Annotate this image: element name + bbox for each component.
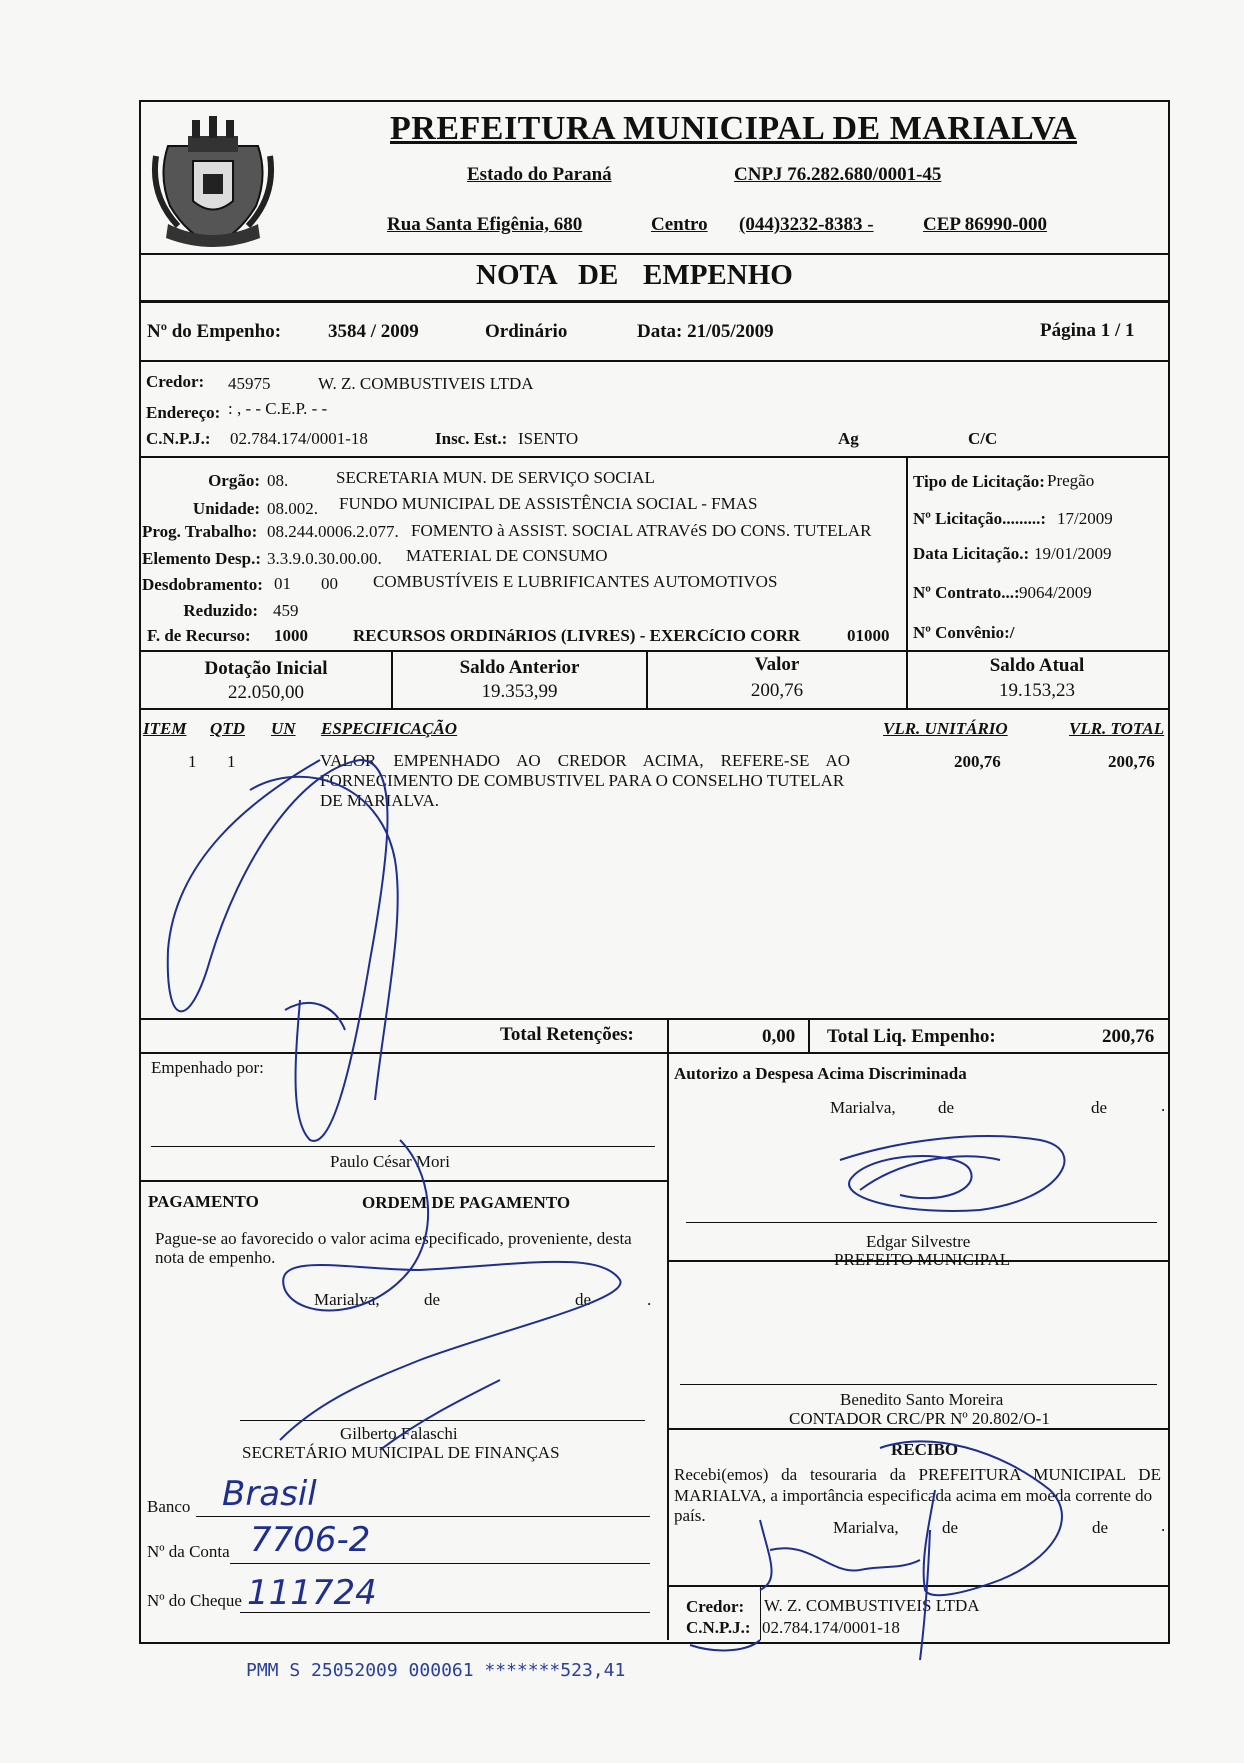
elemento-code: 3.3.9.0.30.00.00. (267, 549, 382, 568)
desdobramento-label: Desdobramento: (142, 575, 263, 594)
row-vlr-unitario: 200,76 (954, 752, 1001, 771)
credor-label: Credor: (146, 372, 205, 391)
pagamento-label: PAGAMENTO (148, 1192, 259, 1211)
reduzido-label: Reduzido: (183, 601, 258, 620)
col-header-vlr-unitario: VLR. UNITÁRIO (883, 719, 1008, 738)
signature-line (680, 1384, 1157, 1385)
insc-value: ISENTO (518, 429, 579, 448)
col-header-un: UN (271, 719, 296, 738)
empenhado-por-label: Empenhado por: (151, 1058, 264, 1077)
machine-stamp: PMM S 25052009 000061 *******523,41 (246, 1660, 626, 1681)
cheque-handwritten: 111724 (247, 1573, 377, 1613)
pagamento-text-2: nota de empenho. (155, 1248, 276, 1267)
divider (139, 360, 1168, 362)
data-licitacao-value: 19/01/2009 (1034, 544, 1112, 563)
row-spec-line-1: VALOR EMPENHADO AO CREDOR ACIMA, REFERE-SE AO (320, 751, 851, 770)
cc-label: C/C (968, 429, 998, 448)
endereco-label: Endereço: (146, 403, 221, 422)
prefeito-name: Edgar Silvestre (866, 1232, 971, 1251)
row-qtd: 1 (227, 752, 236, 771)
divider (667, 1018, 669, 1640)
prog-code: 08.244.0006.2.077. (267, 522, 399, 541)
elemento-label: Elemento Desp.: (142, 549, 261, 568)
insc-label: Insc. Est.: (435, 429, 508, 448)
recibo-text-3: país. (674, 1506, 706, 1525)
prog-desc: FOMENTO à ASSIST. SOCIAL ATRAVéS DO CONS. TUTELAR (411, 521, 872, 540)
divider (139, 1180, 667, 1182)
col-header-item: ITEM (143, 719, 187, 738)
dotacao-inicial-label: Dotação Inicial (204, 658, 328, 679)
convenio-label: Nº Convênio:/ (913, 623, 1015, 642)
orgao-label: Orgão: (208, 471, 260, 490)
contador-name: Benedito Santo Moreira (840, 1390, 1004, 1409)
empenho-number: 3584 / 2009 (328, 321, 419, 342)
ordem-pagamento-label: ORDEM DE PAGAMENTO (362, 1193, 571, 1212)
divider (667, 1585, 1168, 1587)
conta-label: Nº da Conta (147, 1542, 230, 1561)
divider (139, 1052, 1168, 1054)
tipo-licitacao-value: Pregão (1047, 471, 1095, 490)
orgao-desc: SECRETARIA MUN. DE SERVIÇO SOCIAL (336, 468, 655, 487)
desdobramento-code-2: 00 (321, 574, 338, 593)
contador-title: CONTADOR CRC/PR Nº 20.802/O-1 (789, 1409, 1050, 1428)
divider (760, 1585, 761, 1640)
cheque-label: Nº do Cheque (147, 1591, 242, 1610)
row-spec-line-3: DE MARIALVA. (320, 791, 440, 810)
banco-handwritten: Brasil (222, 1474, 317, 1514)
state-label: Estado do Paraná (467, 164, 612, 185)
secretario-name: Gilberto Falaschi (340, 1424, 458, 1443)
elemento-desc: MATERIAL DE CONSUMO (406, 546, 608, 565)
recibo-text-2: MARIALVA, a importância especificada acima em moeda corrente do (674, 1486, 1153, 1505)
autorizo-dot: . (1161, 1096, 1166, 1115)
pagamento-dot: . (647, 1290, 652, 1309)
banco-label: Banco (147, 1497, 191, 1516)
autorizo-place: Marialva, (830, 1098, 896, 1117)
unidade-code: 08.002. (267, 499, 318, 518)
recurso-label: F. de Recurso: (147, 626, 251, 645)
cep-label: CEP 86990-000 (923, 214, 1048, 235)
divider (139, 1018, 1168, 1020)
pagamento-place: Marialva, (314, 1290, 380, 1309)
total-retencoes-label: Total Retenções: (500, 1024, 634, 1045)
prog-label: Prog. Trabalho: (142, 522, 258, 541)
num-licitacao-label: Nº Licitação.........: (913, 509, 1047, 528)
cnpj-label: CNPJ 76.282.680/0001-45 (734, 164, 942, 185)
unidade-label: Unidade: (192, 499, 260, 518)
desdobramento-code-1: 01 (274, 574, 291, 593)
page-title: PREFEITURA MUNICIPAL DE MARIALVA (390, 110, 1077, 147)
credor-name: W. Z. COMBUSTIVEIS LTDA (318, 374, 534, 393)
num-licitacao-value: 17/2009 (1057, 509, 1113, 528)
divider (808, 1018, 810, 1052)
desdobramento-desc: COMBUSTÍVEIS E LUBRIFICANTES AUTOMOTIVOS (373, 572, 778, 591)
total-retencoes-value: 0,00 (762, 1026, 796, 1047)
phone-label: (044)3232-8383 - (739, 214, 874, 235)
divider (139, 650, 1168, 652)
row-spec-line-2: FORNECIMENTO DE COMBUSTIVEL PARA O CONSELHO TUTELAR (320, 771, 845, 790)
signature-line (686, 1222, 1157, 1223)
total-liq-value: 200,76 (1102, 1026, 1155, 1047)
col-header-qtd: QTD (210, 719, 245, 738)
doc-title-2: DE (578, 259, 619, 291)
recibo-place: Marialva, (833, 1518, 899, 1537)
data-licitacao-label: Data Licitação.: (913, 544, 1030, 563)
saldo-atual-label: Saldo Atual (989, 655, 1085, 676)
col-header-especificacao: ESPECIFICAÇÃO (321, 719, 458, 738)
prefeito-title: PREFEITO MUNICIPAL (834, 1250, 1011, 1269)
banco-line (196, 1516, 650, 1517)
saldo-atual-value: 19.153,23 (999, 680, 1075, 701)
recurso-code: 1000 (274, 626, 308, 645)
autorizo-de-2: de (1091, 1098, 1108, 1117)
contrato-value: 9064/2009 (1019, 583, 1092, 602)
divider (139, 300, 1168, 303)
valor-label: Valor (754, 654, 800, 675)
recibo-cnpj-value: 02.784.174/0001-18 (762, 1618, 900, 1637)
autorizo-label: Autorizo a Despesa Acima Discriminada (674, 1064, 967, 1083)
district-label: Centro (651, 214, 708, 235)
empenho-type: Ordinário (485, 321, 568, 342)
empenho-date: Data: 21/05/2009 (637, 321, 774, 342)
signature-line (151, 1146, 655, 1147)
doc-title-3: EMPENHO (643, 259, 793, 291)
saldo-anterior-value: 19.353,99 (481, 681, 558, 702)
pagamento-de-2: de (575, 1290, 592, 1309)
contrato-label: Nº Contrato...: (913, 583, 1020, 602)
valor-value: 200,76 (750, 680, 804, 701)
conta-line (230, 1563, 650, 1564)
doc-title-1: NOTA (476, 259, 558, 291)
autorizo-de-1: de (938, 1098, 955, 1117)
credor-code: 45975 (228, 374, 271, 393)
credor-cnpj-value: 02.784.174/0001-18 (230, 429, 368, 448)
address-label: Rua Santa Efigênia, 680 (387, 214, 583, 235)
page-number: Página 1 / 1 (1040, 320, 1135, 341)
dotacao-inicial-value: 22.050,00 (228, 682, 304, 703)
conta-handwritten: 7706-2 (250, 1520, 371, 1560)
empenho-number-label: Nº do Empenho: (147, 321, 282, 342)
unidade-desc: FUNDO MUNICIPAL DE ASSISTÊNCIA SOCIAL - FMAS (339, 494, 758, 513)
ag-label: Ag (838, 429, 859, 448)
recibo-credor-label: Credor: (686, 1597, 745, 1616)
credor-cnpj-label: C.N.P.J.: (146, 429, 211, 448)
tipo-licitacao-label: Tipo de Licitação: (913, 472, 1045, 491)
recibo-cnpj-label: C.N.P.J.: (686, 1618, 751, 1637)
recibo-label: RECIBO (891, 1440, 959, 1459)
divider (139, 456, 1168, 458)
coat-of-arms-logo (148, 106, 278, 251)
divider (139, 708, 1168, 710)
orgao-code: 08. (267, 471, 289, 490)
saldo-anterior-label: Saldo Anterior (459, 657, 580, 678)
recurso-ref: 01000 (847, 626, 890, 645)
recibo-dot: . (1161, 1516, 1166, 1535)
pagamento-text-1: Pague-se ao favorecido o valor acima especificado, proveniente, desta (155, 1229, 632, 1248)
total-liq-label: Total Liq. Empenho: (827, 1026, 996, 1047)
endereco-value: : , - - C.E.P. - - (228, 399, 328, 418)
recurso-desc: RECURSOS ORDINáRIOS (LIVRES) - EXERCíCIO CORR (353, 626, 801, 645)
row-vlr-total: 200,76 (1108, 752, 1155, 771)
recibo-de-2: de (1092, 1518, 1109, 1537)
secretario-title: SECRETÁRIO MUNICIPAL DE FINANÇAS (242, 1443, 560, 1462)
empenhado-name: Paulo César Mori (330, 1152, 450, 1171)
recibo-credor-value: W. Z. COMBUSTIVEIS LTDA (764, 1596, 980, 1615)
divider (139, 253, 1168, 255)
recibo-de-1: de (942, 1518, 959, 1537)
pagamento-de-1: de (424, 1290, 441, 1309)
recibo-text-1: Recebi(emos) da tesouraria da PREFEITURA MUNICIPAL DE (674, 1465, 1161, 1484)
signature-line (240, 1420, 645, 1421)
reduzido-value: 459 (273, 601, 299, 620)
col-header-vlr-total: VLR. TOTAL (1069, 719, 1165, 738)
row-item: 1 (188, 752, 197, 771)
